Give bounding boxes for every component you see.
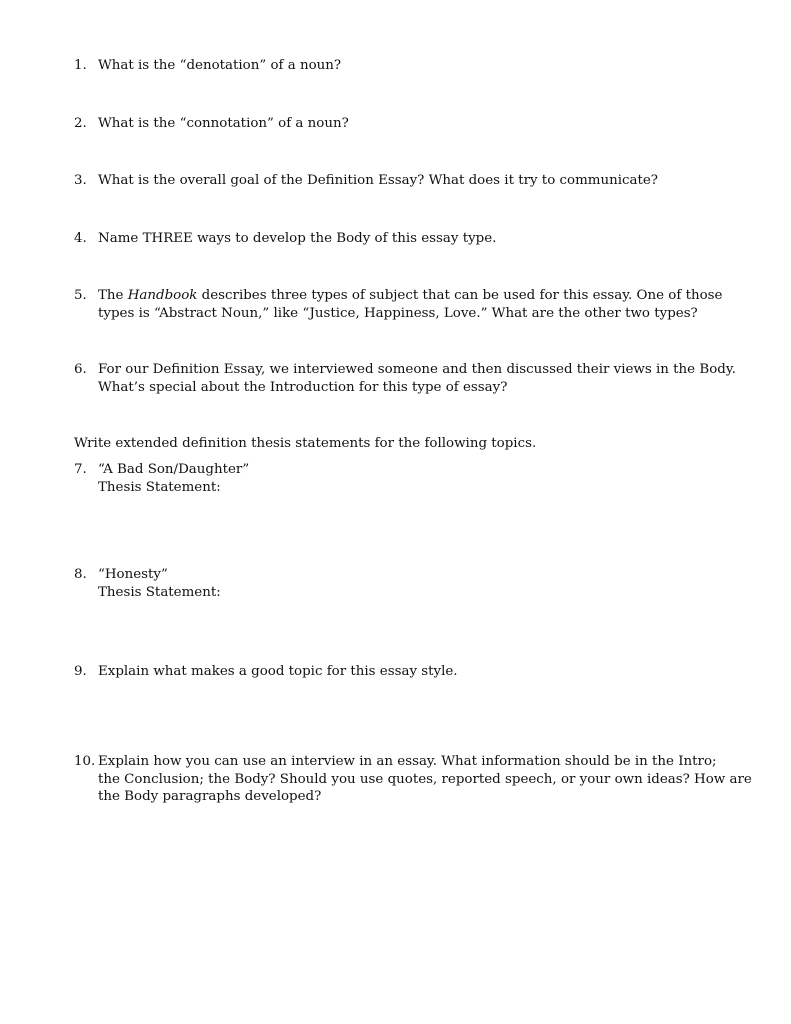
- section-instructions: Write extended definition thesis statements for the following topics.: [74, 436, 537, 451]
- topic-label: “A Bad Son/Daughter”: [98, 462, 250, 477]
- question-line: types is “Abstract Noun,” like “Justice, Happiness, Love.” What are the other two types?: [98, 305, 698, 321]
- question-line: For our Definition Essay, we interviewed someone and then discussed their views in the Body.: [98, 362, 736, 377]
- question-number: 3.: [74, 173, 87, 188]
- question-line: What is the overall goal of the Definition Essay? What does it try to communicate?: [98, 173, 658, 188]
- question-number: 10.: [74, 754, 96, 769]
- question-number: 6.: [74, 362, 87, 377]
- question-number: 8.: [74, 567, 87, 582]
- question-line: Explain what makes a good topic for this essay style.: [98, 664, 458, 679]
- thesis-statement-label: Thesis Statement:: [98, 584, 221, 600]
- question-number: 5.: [74, 288, 87, 303]
- question-line: What is the “denotation” of a noun?: [98, 58, 342, 73]
- question-line: Name THREE ways to develop the Body of this essay type.: [98, 231, 497, 246]
- question-text: [98, 230, 734, 248]
- question-number: 7.: [74, 462, 87, 477]
- question-number: 4.: [74, 231, 87, 246]
- question-line: What’s special about the Introduction for this type of essay?: [98, 379, 508, 395]
- question-text: [98, 57, 734, 75]
- question-number: 2.: [74, 116, 87, 131]
- question-text: [98, 361, 734, 396]
- question-text: [98, 287, 734, 322]
- handbook-title: Handbook: [127, 288, 198, 303]
- question-text: [98, 663, 734, 681]
- thesis-statement-label: Thesis Statement:: [98, 479, 221, 495]
- question-text: [98, 115, 734, 133]
- question-line: the Body paragraphs developed?: [98, 789, 322, 804]
- question-number: 1.: [74, 58, 87, 73]
- question-line: What is the “connotation” of a noun?: [98, 116, 349, 131]
- question-text: [98, 753, 752, 806]
- question-line-lead: The: [98, 288, 128, 303]
- question-line: Explain how you can use an interview in an essay. What information should be in the Intro;: [98, 754, 717, 769]
- question-text: [98, 566, 734, 601]
- question-line: [98, 287, 734, 305]
- question-number: 9.: [74, 664, 87, 679]
- topic-label: “Honesty”: [98, 567, 168, 582]
- question-text: [98, 172, 734, 190]
- question-line-rest: describes three types of subject that can be used for this essay. One of those: [197, 288, 723, 303]
- question-line: the Conclusion; the Body? Should you use quotes, reported speech, or your own ideas? How are: [98, 771, 752, 787]
- question-text: [98, 461, 734, 496]
